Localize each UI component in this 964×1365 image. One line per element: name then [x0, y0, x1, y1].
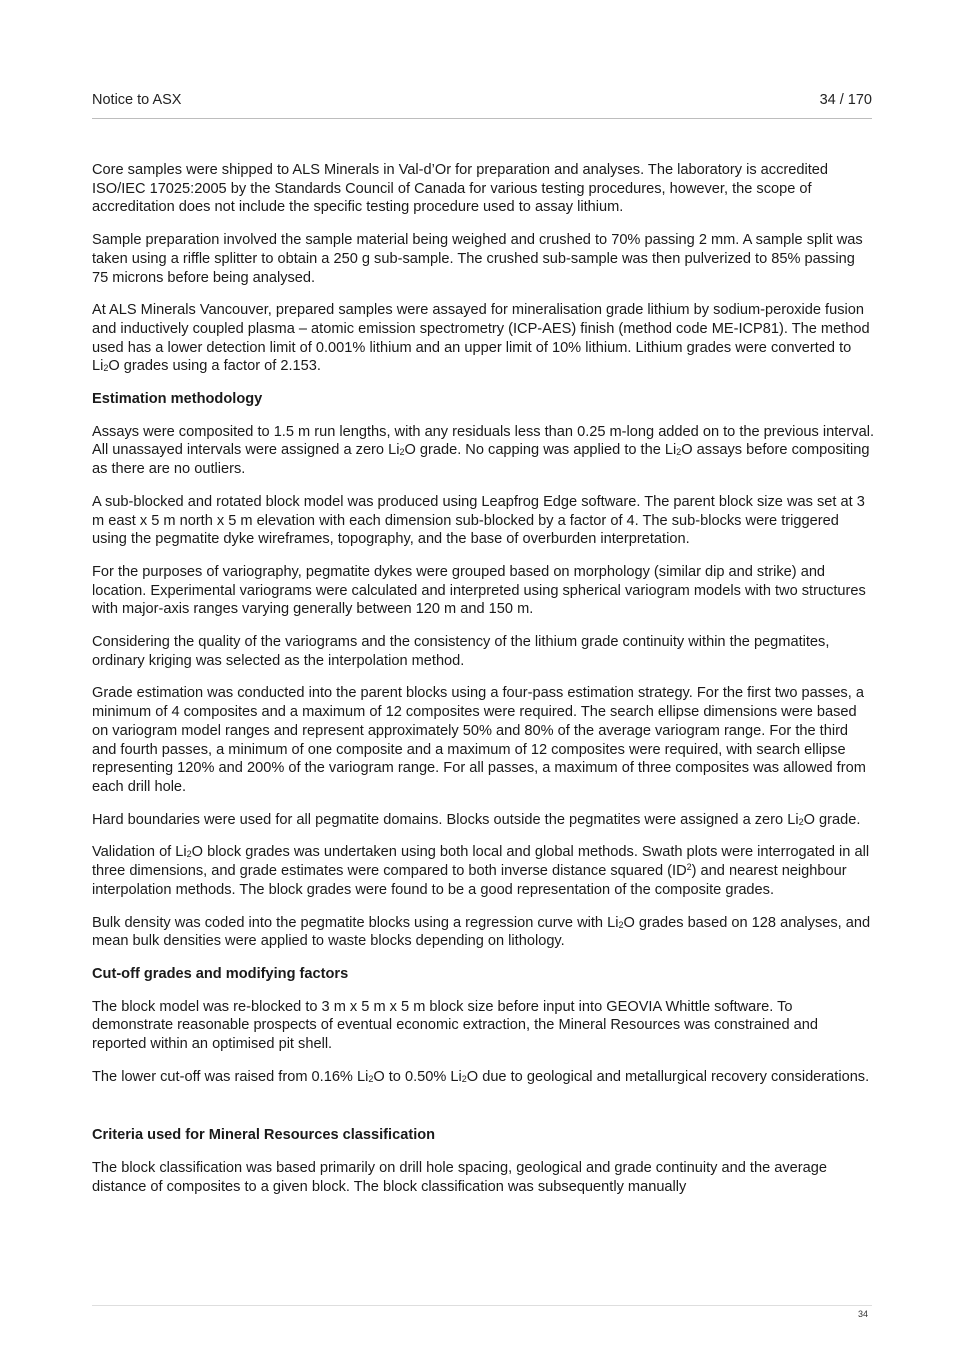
paragraph-cutoff-raise: The lower cut-off was raised from 0.16% $Li_2O$ to 0.50% $Li_2O$ due to geological and metallurgical recovery considerations.: [92, 1068, 870, 1085]
header-page-indicator: 34 / 170: [819, 92, 872, 108]
heading-cutoff-grades: Cut-off grades and modifying factors: [92, 965, 349, 982]
paragraph-validation: Validation of $Li_2O$ block grades was undertaken using both local and global methods. Swath plots were interrogated in all three dimensions, and grade estimates were compared to both inverse distance squared $(ID^2)$ and nearest neighbour interpolation methods. The block grades were found to be a good representation of the composite grades.: [92, 844, 870, 898]
paragraph-kriging: Considering the quality of the variograms and the consistency of the lithium grade continuity within the pegmatites, ordinary kriging was selected as the interpolation method.: [92, 634, 830, 669]
heading-classification-criteria: Criteria used for Mineral Resources classification: [92, 1127, 436, 1144]
paragraph-assay-method: At ALS Minerals Vancouver, prepared samples were assayed for mineralisation grade lithium by sodium-peroxide fusion and inductively coupled plasma – atomic emission spectrometry (ICP-AES) finish (method code ME-ICP81). The method used has a lower detection limit of 0.001% lithium and an upper limit of 10% lithium. Lithium grades were converted to $Li_2O$ grades using a factor of 2.153.: [92, 302, 870, 375]
page-header: [92, 92, 872, 119]
paragraph-variography: For the purposes of variography, pegmatite dykes were grouped based on morphology (similar dip and strike) and location. Experimental variograms were calculated and interpreted using spherical variogram models with two structures with major-axis ranges varying generally between 120 m and 150 m.: [92, 563, 866, 618]
body-content: [92, 161, 874, 1211]
paragraph-bulk-density: Bulk density was coded into the pegmatite blocks using a regression curve with $Li_2O$ grades based on 128 analyses, and mean bulk densities were applied to waste blocks depending on lithology.: [92, 914, 871, 950]
footer-page-number: 34: [858, 1309, 869, 1319]
paragraph-block-classification: The block classification was based primarily on drill hole spacing, geological and grade continuity and the average distance of composites to a given block. The block classification was subsequently manually: [92, 1160, 827, 1195]
paragraph-grade-estimation: Grade estimation was conducted into the parent blocks using a four-pass estimation strategy. For the first two passes, a minimum of 4 composites and a maximum of 12 composites were required. The search ellipse dimensions were based on variogram model ranges and represent approximately 50% and 80% of the average variogram range. For the third and fourth passes, a minimum of one composite and a maximum of 12 composites were required, with search ellipse representing 120% and 200% of the variogram range. For all passes, a maximum of three composites was allowed from each drill hole.: [92, 685, 866, 795]
heading-estimation-methodology: Estimation methodology: [92, 391, 263, 408]
paragraph-hard-boundaries: Hard boundaries were used for all pegmatite domains. Blocks outside the pegmatites were assigned a zero $Li_2O$ grade.: [92, 811, 861, 828]
paragraph-lab-shipping: Core samples were shipped to ALS Minerals in Val-d’Or for preparation and analyses. The laboratory is accredited ISO/IEC 17025:2005 by the Standards Council of Canada for various testing procedures, however, the scope of accreditation does not include the specific testing procedure used to assay lithium.: [92, 162, 829, 216]
footer-divider: [92, 1305, 872, 1306]
paragraph-reblocking: The block model was re-blocked to 3 m x 5 m x 5 m block size before input into GEOVIA Whittle software. To demonstrate reasonable prospects of eventual economic extraction, the Mineral Resources was constrained and reported within an optimised pit shell.: [92, 998, 819, 1053]
paragraph-sample-prep: Sample preparation involved the sample material being weighed and crushed to 70% passing 2 mm. A sample split was taken using a riffle splitter to obtain a 250 g sub-sample. The crushed sub-sample was then pulverized to 85% passing 75 microns before being analysed.: [92, 232, 863, 286]
paragraph-compositing: Assays were composited to 1.5 m run lengths, with any residuals less than 0.25 m-long added on to the previous interval. All unassayed intervals were assigned a zero $Li_2O$ grade. No capping was applied to the $Li_2O$ assays before compositing as there are no outliers.: [92, 423, 874, 478]
header-title: Notice to ASX: [92, 92, 182, 108]
paragraph-block-model: A sub-blocked and rotated block model was produced using Leapfrog Edge software. The parent block size was set at 3 m east x 5 m north x 5 m elevation with each dimension sub-blocked by a factor of 4. The sub-blocks were triggered using the pegmatite dyke wireframes, topography, and the base of overburden interpretation.: [92, 493, 865, 548]
